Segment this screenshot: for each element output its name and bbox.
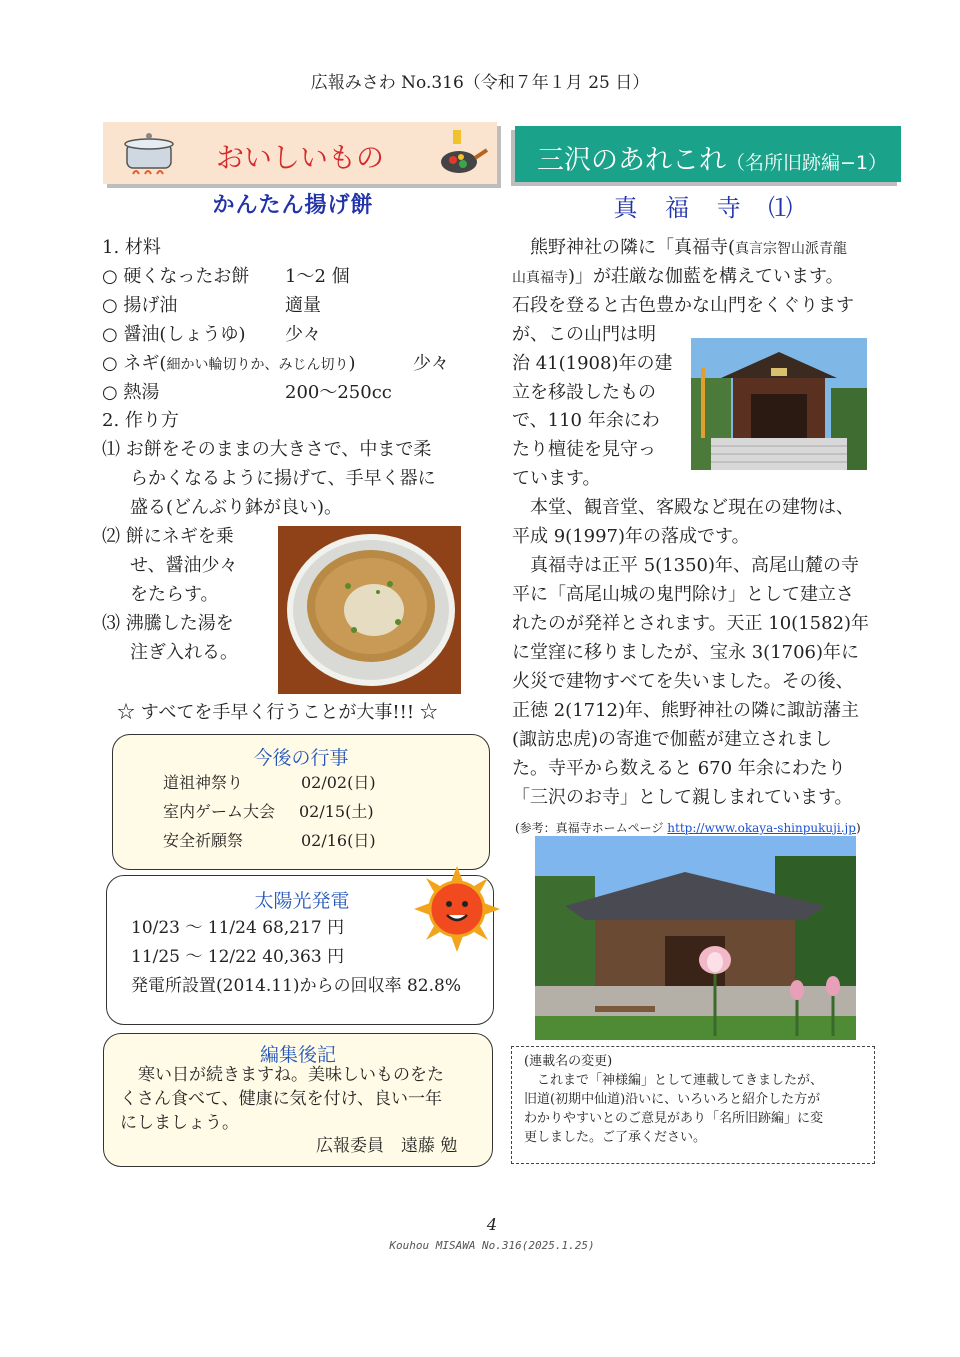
- notice-line: これまで「神様編」として連載してきましたが、: [524, 1073, 824, 1088]
- step-line: ⑶ 沸騰した湯を: [102, 613, 234, 634]
- event-name: 安全祈願祭: [163, 831, 244, 850]
- article-line: 平成 9(1997)年の落成です。: [512, 526, 750, 547]
- sun-icon: [414, 866, 500, 952]
- publication-footer: Kouhou MISAWA No.316(2025.1.25): [389, 1239, 595, 1252]
- article-line: れたのが発祥とされます。天正 10(1582)年: [512, 613, 870, 634]
- article-line: で、110 年余にわ: [512, 410, 660, 431]
- article-line: が、この山門は明: [512, 324, 656, 345]
- article-line: 山真福寺)」が荘厳な伽藍を構えています。: [512, 266, 844, 287]
- ingredient-name: ○ 醤油(しょうゆ): [102, 324, 246, 345]
- article-line: 立を移設したもの: [512, 382, 656, 403]
- step-line: らかくなるように揚げて、手早く器に: [130, 468, 436, 489]
- ingredient-amount: 適量: [285, 295, 321, 316]
- reference-link[interactable]: http://www.okaya-shinpukuji.jp: [667, 821, 856, 835]
- page-number: 4: [486, 1215, 498, 1234]
- reference-note: (参考：真福寺ホームページ http://www.okaya-shinpukuji.jp): [515, 821, 861, 835]
- editor-note-box: [103, 1033, 493, 1167]
- ingredients-heading: 1. 材料: [102, 237, 161, 258]
- ingredient-amount: 1～2 個: [285, 266, 350, 287]
- ingredient-name: ○ 硬くなったお餅: [102, 266, 250, 287]
- notice-line: 更しました。ご了承ください。: [524, 1130, 707, 1145]
- article-line: 石段を登ると古色豊かな山門をくぐります: [512, 295, 854, 316]
- article-line: 「三沢のお寺」として親しまれています。: [512, 787, 853, 808]
- article-line: たり檀徒を見守っ: [512, 439, 656, 460]
- article-line: 真福寺は正平 5(1350)年、高尾山麓の寺: [512, 555, 860, 576]
- notice-title: (連載名の変更): [524, 1054, 613, 1069]
- event-name: 室内ゲーム大会: [163, 802, 276, 821]
- article-line: 正徳 2(1712)年、熊野神社の隣に諏訪藩主: [512, 700, 860, 721]
- events-box: [112, 734, 490, 870]
- article-line: ています。: [512, 468, 601, 489]
- events-title: 今後の行事: [253, 747, 349, 769]
- feature-banner-title: 三沢のあれこれ（名所旧跡編−1）: [537, 145, 888, 176]
- recipe-banner: [103, 122, 497, 184]
- ingredient-name: ○ 熱湯: [102, 382, 160, 403]
- article-line: た。寺平から数えると 670 年余にわたり: [512, 758, 846, 779]
- article-line: に堂窪に移りましたが、宝永 3(1706)年に: [512, 642, 860, 663]
- notice-line: わかりやすいとのご意見があり「名所旧跡編」に変: [524, 1111, 824, 1126]
- event-date: 02/02(日): [301, 773, 376, 792]
- page-header: 広報みさわ No.316（令和７年１月 25 日）: [310, 73, 650, 93]
- solar-row: 10/23 ～ 11/24 68,217 円: [131, 918, 345, 938]
- editor-note-line: 寒い日が続きますね。美味しいものをた: [138, 1065, 444, 1085]
- article-line: 火災で建物すべてを失いました。その後、: [512, 671, 854, 692]
- cooking-tip: ☆ すべてを手早く行うことが大事!!! ☆: [117, 702, 438, 723]
- ingredient-amount: 少々: [413, 353, 449, 374]
- recipe-banner-title: おいしいもの: [215, 141, 384, 174]
- step-line: 盛る(どんぶり鉢が良い)。: [130, 497, 343, 518]
- ingredient-name: ○ 揚げ油: [102, 295, 178, 316]
- event-date: 02/15(土): [299, 802, 374, 821]
- event-name: 道祖神祭り: [163, 773, 244, 792]
- event-date: 02/16(日): [301, 831, 376, 850]
- article-line: 平に「高尾山城の鬼門除け」として建立さ: [512, 584, 854, 605]
- step-line: せ、醤油少々: [130, 555, 238, 576]
- step-line: をたらす。: [130, 584, 219, 605]
- main-hall-photo: [535, 836, 856, 1040]
- editor-note-line: くさん食べて、健康に気を付け、良い一年: [120, 1089, 442, 1109]
- editor-note-line: にしましょう。: [120, 1113, 239, 1133]
- feature-banner: [515, 126, 901, 182]
- solar-title: 太陽光発電: [254, 890, 350, 912]
- mochi-soup-photo: [278, 526, 461, 694]
- recipe-title: かんたん揚げ餅: [212, 193, 374, 218]
- steps-heading: 2. 作り方: [102, 410, 179, 431]
- editor-note-title: 編集後記: [259, 1044, 336, 1066]
- ingredient-amount: 200～250cc: [285, 382, 392, 403]
- step-line: ⑵ 餅にネギを乗: [102, 526, 234, 547]
- feature-title: 真 福 寺 ⑴: [613, 194, 803, 222]
- article-line: 熊野神社の隣に「真福寺(真言宗智山派青龍: [530, 237, 848, 258]
- solar-row: 11/25 ～ 12/22 40,363 円: [131, 947, 345, 967]
- editor-signature: 広報委員 遠藤 勉: [316, 1136, 458, 1156]
- step-line: ⑴ お餅をそのままの大きさで、中まで柔: [102, 439, 432, 460]
- notice-box: [511, 1046, 875, 1164]
- solar-row: 発電所設置(2014.11)からの回収率 82.8%: [131, 976, 461, 996]
- ingredient-negi: ○ ネギ(細かい輪切りか、みじん切り): [102, 353, 356, 374]
- temple-gate-photo: [691, 338, 867, 470]
- article-line: (諏訪忠虎)の寄進で伽藍が建立されまし: [512, 729, 833, 750]
- notice-line: 旧道(初期中仙道)沿いに、いろいろと紹介した方が: [524, 1092, 821, 1107]
- article-line: 本堂、観音堂、客殿など現在の建物は、: [512, 497, 854, 518]
- ingredient-amount: 少々: [285, 324, 321, 345]
- article-line: 治 41(1908)年の建: [512, 353, 673, 374]
- step-line: 注ぎ入れる。: [130, 642, 238, 663]
- frying-pan-icon: [437, 128, 489, 180]
